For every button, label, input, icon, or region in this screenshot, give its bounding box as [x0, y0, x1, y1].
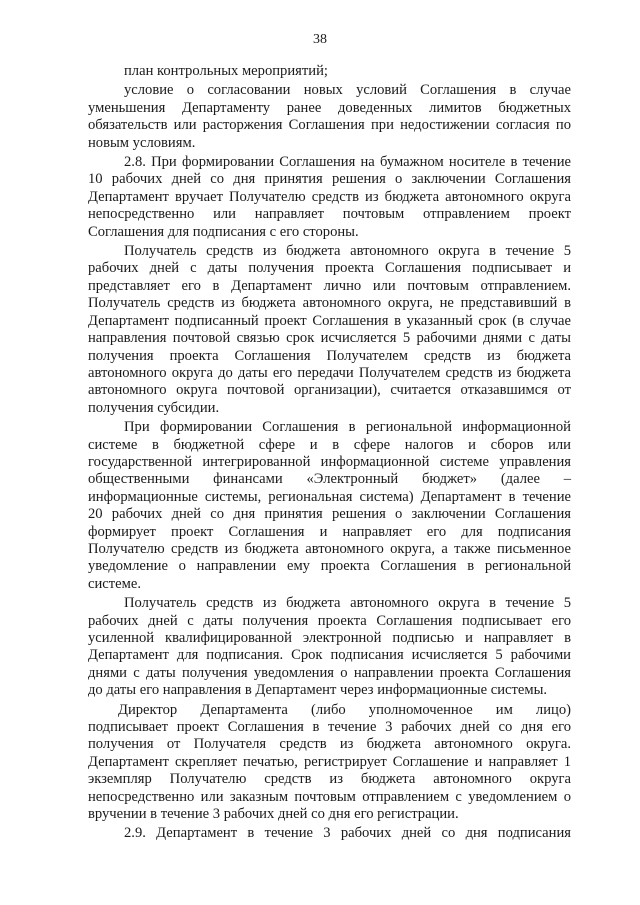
document-body	[88, 63, 571, 843]
paragraph	[88, 825, 571, 842]
text-line: непосредственно или заказным почтовым отправлением с уведомлением о	[88, 788, 571, 805]
text-line: Директор Департамента (либо уполномоченное им лицо)	[118, 701, 571, 718]
text-line: формирует проект Соглашения и направляет его для подписания	[88, 523, 571, 540]
text-line: Получатель средств из бюджета автономного округа, не представивший в	[88, 295, 571, 312]
text-line: При формировании Соглашения в региональной информационной	[124, 419, 571, 436]
text-line: рабочих дней с даты получения проекта Соглашения подписывает его	[88, 612, 571, 629]
text-line: получения субсидии.	[88, 399, 220, 416]
text-line: вручении в течение 3 рабочих дней со дня его регистрации.	[88, 806, 459, 823]
text-line: получения проекта Соглашения Получателем средств из бюджета	[88, 347, 571, 364]
text-line: Получателю средств из бюджета автономного округа, а также письменное	[88, 540, 571, 557]
paragraph	[88, 595, 571, 699]
text-line: автономного округа до даты его передачи Получателем средств из бюджета	[88, 364, 571, 381]
text-line: Департамент скрепляет печатью, регистрирует Соглашение и направляет 1	[88, 753, 571, 770]
text-line: подписывает проект Соглашения в течение 3 рабочих дней со дня его	[88, 719, 571, 736]
text-line: рабочих дней с даты получения проекта Соглашения подписывает и	[88, 260, 571, 277]
text-line: системе в бюджетной сфере и в сфере налогов и сборов или	[88, 436, 571, 453]
text-line: автономного округа почтовой организации), считается отказавшимся от	[88, 382, 571, 399]
paragraph	[88, 63, 571, 80]
text-line: до даты его направления в Департамент через информационные системы.	[88, 682, 548, 699]
text-line: системе.	[88, 575, 141, 592]
text-line: условие о согласовании новых условий Соглашения в случае	[124, 82, 571, 99]
text-line: 2.9. Департамент в течение 3 рабочих дней со дня подписания	[124, 825, 571, 842]
text-line: план контрольных мероприятий;	[124, 63, 328, 79]
page-number: 38	[313, 32, 327, 47]
text-line: Получатель средств из бюджета автономного округа в течение 5	[124, 595, 571, 612]
paragraph	[88, 154, 571, 241]
text-line: государственной интегрированной информационной системе управления	[88, 453, 571, 470]
text-line: обязательств или расторжения Соглашения при недостижении согласия по	[88, 117, 571, 134]
text-line: Получатель средств из бюджета автономного округа в течение 5	[124, 243, 571, 260]
text-line: Департамент вручает Получателю средств из бюджета автономного округа	[88, 188, 571, 205]
text-line: уведомление о направлении ему проекта Соглашения в региональной	[88, 558, 571, 575]
paragraph	[88, 419, 571, 593]
text-line: 20 рабочих дней со дня принятия решения о заключении Соглашения	[88, 506, 571, 523]
text-line: общественными финансами «Электронный бюджет» (далее –	[88, 471, 571, 488]
text-line: непосредственно или направляет почтовым отправлением проект	[88, 206, 571, 223]
text-line: днями с даты получения уведомления о направлении проекта Соглашения	[88, 664, 571, 681]
text-line: Департамент для подписания. Срок подписания исчисляется 5 рабочими	[88, 647, 571, 664]
text-line: Департамент подписанный проект Соглашения в указанный срок (в случае	[88, 312, 571, 329]
text-line: Соглашения для подписания с его стороны.	[88, 223, 359, 240]
text-line: 2.8. При формировании Соглашения на бумажном носителе в течение	[124, 154, 571, 171]
text-line: информационные системы, региональная система) Департамент в течение	[88, 488, 571, 505]
paragraph	[88, 243, 571, 417]
text-line: представляет его в Департамент лично или почтовым отправлением.	[88, 277, 571, 294]
text-line: направления почтовой связью срок исчисляется 5 рабочими днями с даты	[88, 330, 571, 347]
text-line: экземпляр Получателю средств из бюджета автономного округа	[88, 771, 571, 788]
text-line: 10 рабочих дней со дня принятия решения о заключении Соглашения	[88, 171, 571, 188]
text-line: уменьшения Департаменту ранее доведенных лимитов бюджетных	[88, 99, 571, 116]
text-line: новым условиям.	[88, 134, 196, 151]
paragraph	[88, 82, 571, 152]
text-line: получения от Получателя средств из бюджета автономного округа.	[88, 736, 571, 753]
paragraph	[88, 702, 571, 824]
text-line: усиленной квалифицированной электронной подписью и направляет в	[88, 630, 571, 646]
